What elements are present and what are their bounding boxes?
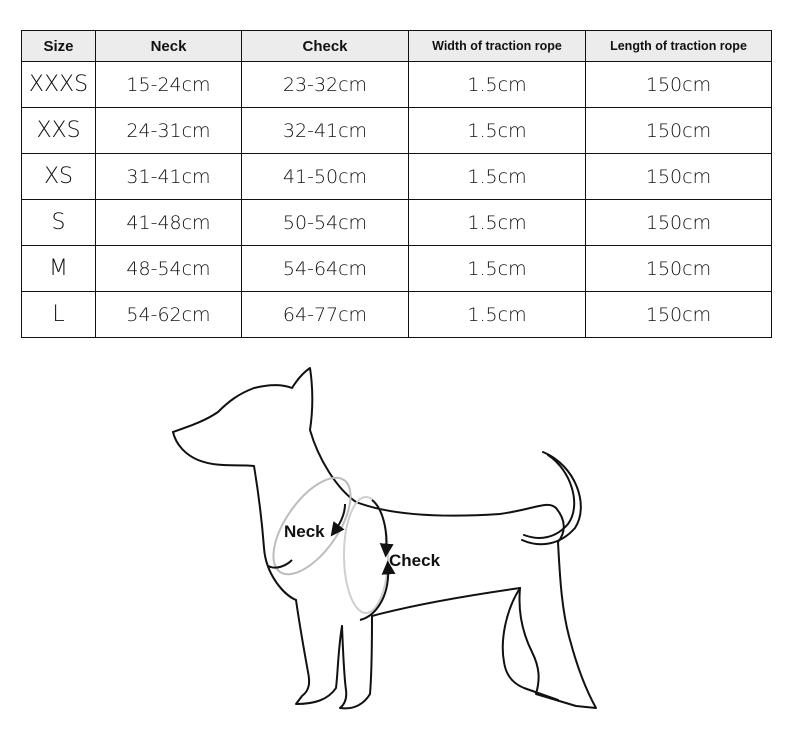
check-label: Check <box>389 551 441 570</box>
header-rope-length: Length of traction rope <box>586 31 772 62</box>
cell-check: 23-32cm <box>242 62 409 108</box>
cell-rope-length: 150cm <box>586 154 772 200</box>
cell-rope-length: 150cm <box>586 200 772 246</box>
cell-rope-width: 1.5cm <box>409 108 586 154</box>
cell-rope-length: 150cm <box>586 246 772 292</box>
cell-size: L <box>22 292 96 338</box>
cell-rope-width: 1.5cm <box>409 62 586 108</box>
cell-rope-width: 1.5cm <box>409 246 586 292</box>
header-neck: Neck <box>96 31 242 62</box>
cell-rope-length: 150cm <box>586 62 772 108</box>
cell-neck: 48-54cm <box>96 246 242 292</box>
dog-outline <box>173 368 596 708</box>
cell-size: XS <box>22 154 96 200</box>
header-size: Size <box>22 31 96 62</box>
cell-neck: 24-31cm <box>96 108 242 154</box>
cell-neck: 41-48cm <box>96 200 242 246</box>
cell-size: S <box>22 200 96 246</box>
cell-neck: 54-62cm <box>96 292 242 338</box>
cell-rope-width: 1.5cm <box>409 292 586 338</box>
cell-check: 41-50cm <box>242 154 409 200</box>
cell-rope-length: 150cm <box>586 108 772 154</box>
cell-size: XXXS <box>22 62 96 108</box>
check-measure-ring <box>344 497 388 620</box>
cell-size: XXS <box>22 108 96 154</box>
cell-neck: 31-41cm <box>96 154 242 200</box>
cell-check: 54-64cm <box>242 246 409 292</box>
cell-rope-width: 1.5cm <box>409 200 586 246</box>
header-rope-width: Width of traction rope <box>409 31 586 62</box>
cell-check: 50-54cm <box>242 200 409 246</box>
cell-rope-length: 150cm <box>586 292 772 338</box>
cell-check: 64-77cm <box>242 292 409 338</box>
cell-neck: 15-24cm <box>96 62 242 108</box>
header-check: Check <box>242 31 409 62</box>
cell-check: 32-41cm <box>242 108 409 154</box>
neck-label: Neck <box>284 522 325 541</box>
cell-size: M <box>22 246 96 292</box>
cell-rope-width: 1.5cm <box>409 154 586 200</box>
